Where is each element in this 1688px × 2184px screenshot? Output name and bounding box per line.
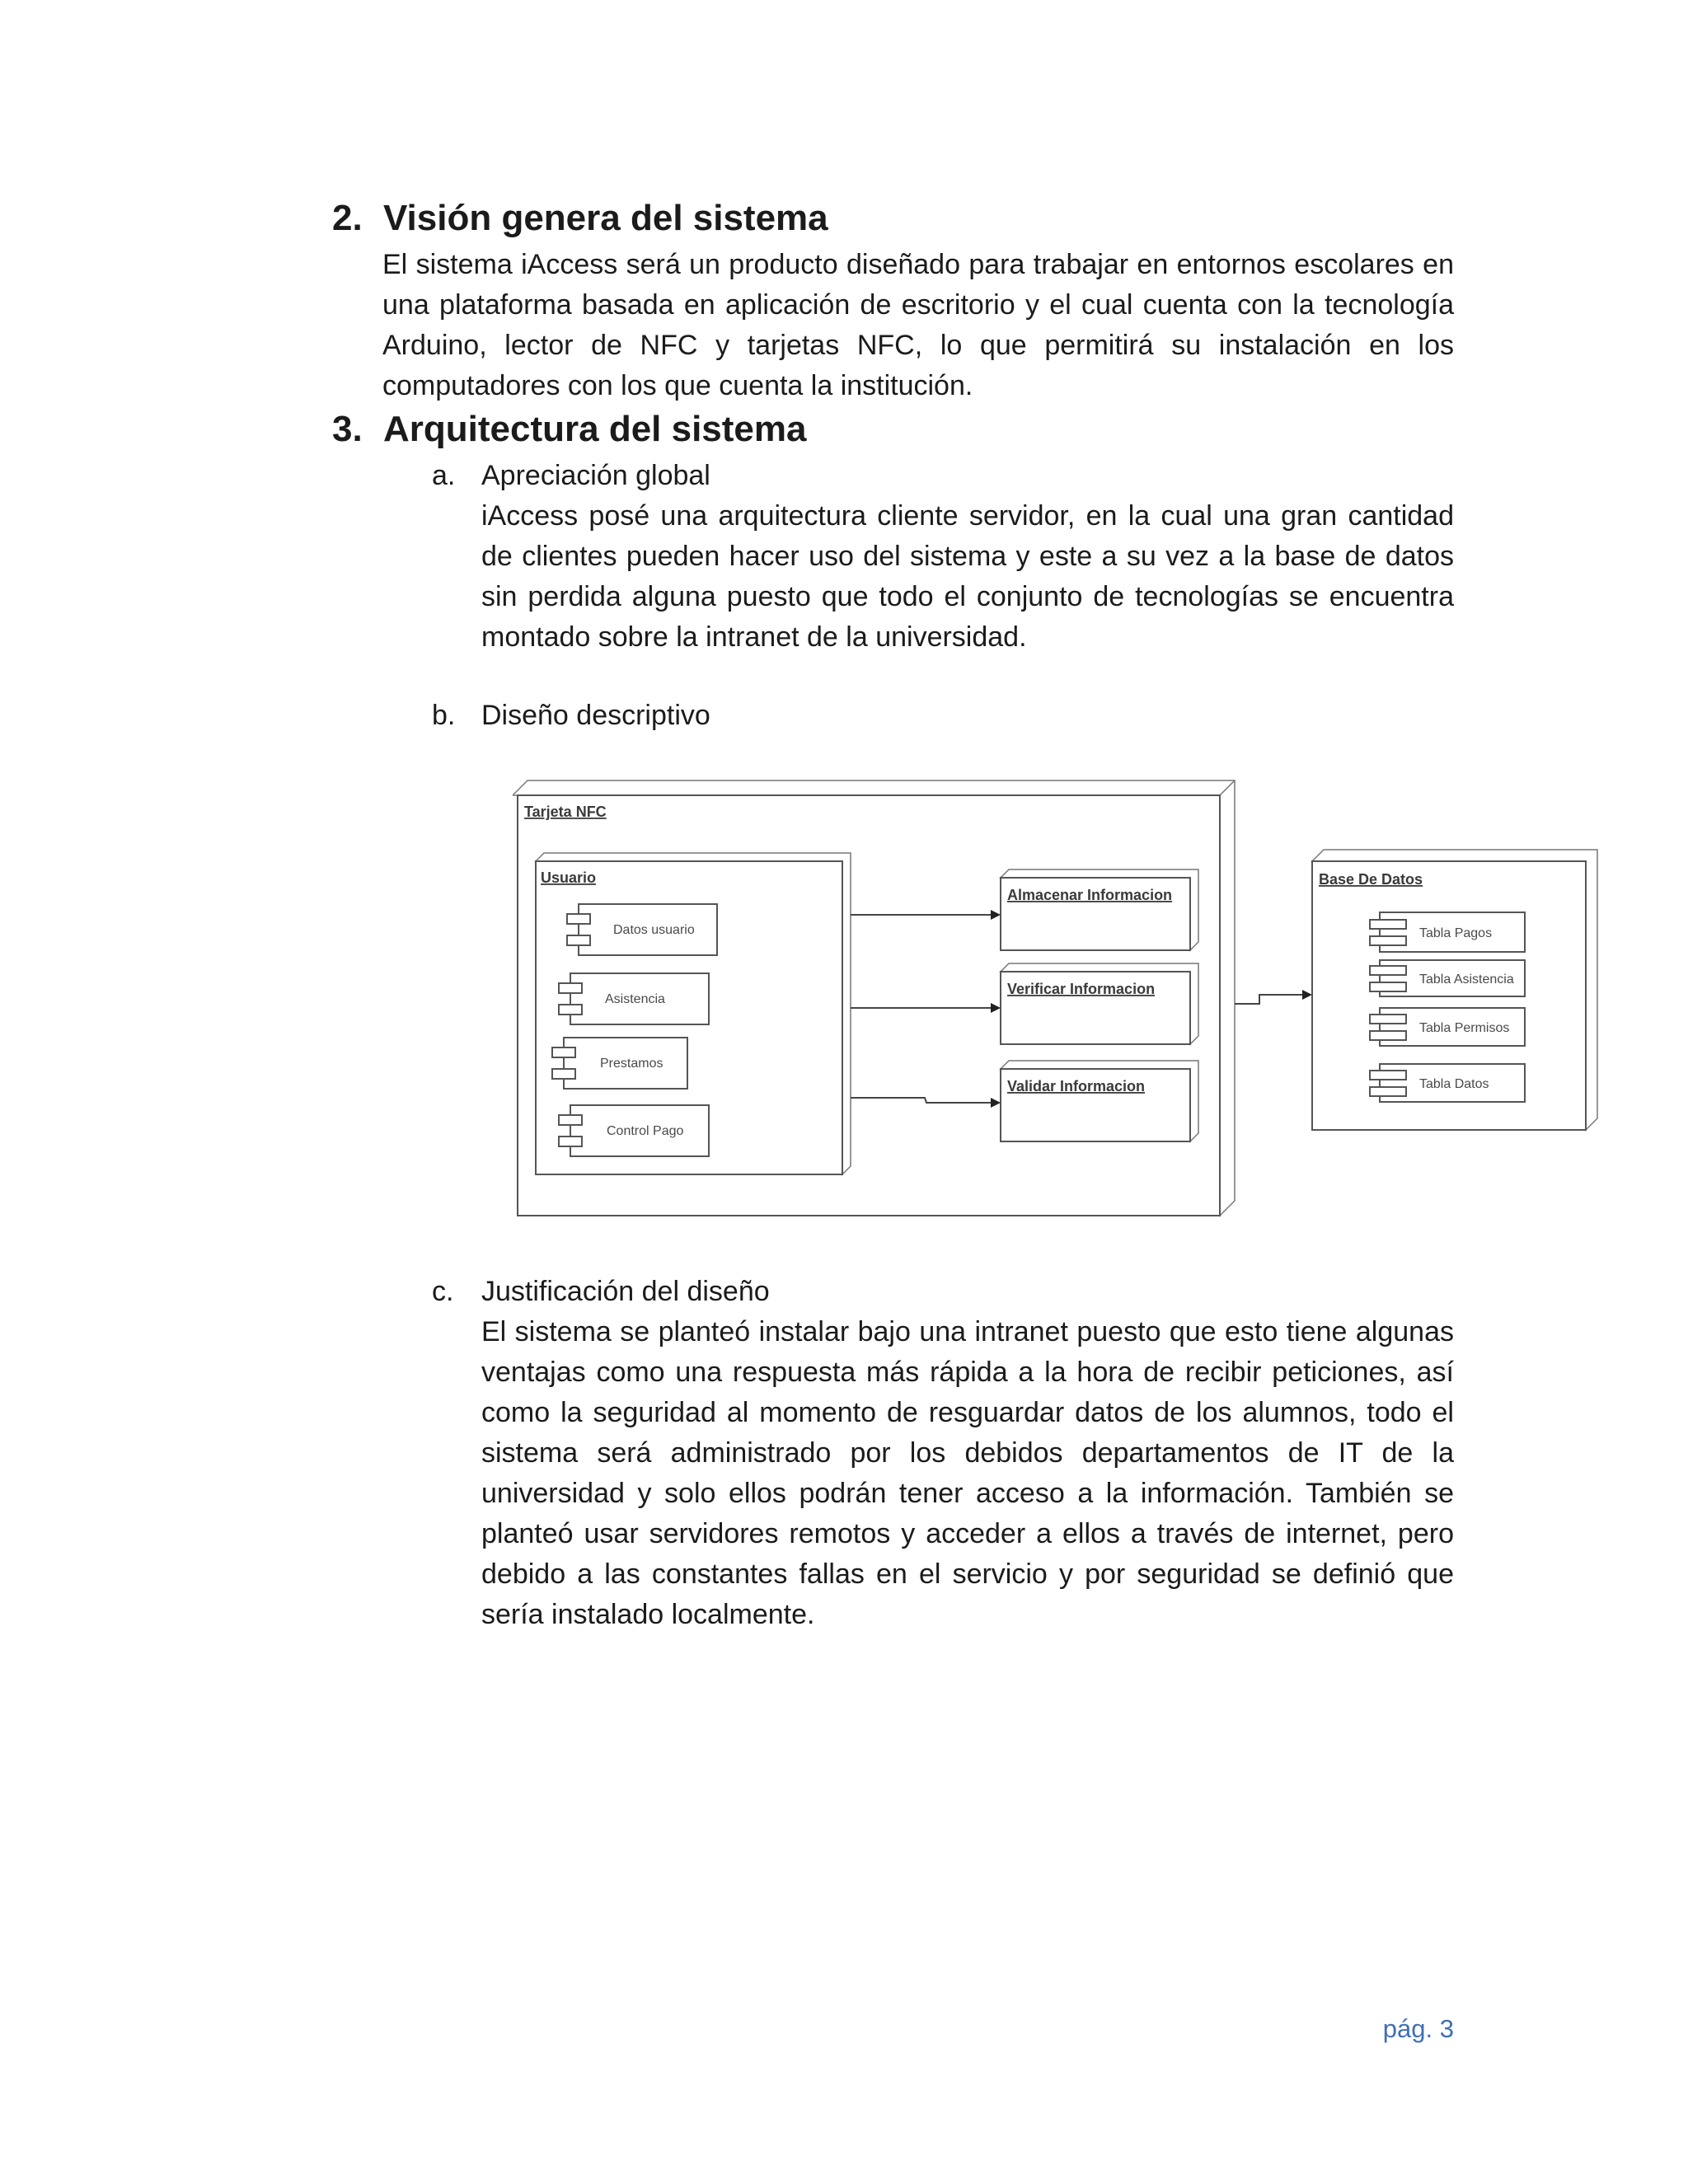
node-title: Tarjeta NFC xyxy=(524,804,607,820)
component-label: Tabla Permisos xyxy=(1419,1021,1510,1035)
node-title: Validar Informacion xyxy=(1007,1078,1146,1094)
node-base-de-datos xyxy=(1312,850,1597,1130)
component-label: Tabla Asistencia xyxy=(1419,972,1514,987)
node-usuario xyxy=(536,853,851,1174)
component-label: Control Pago xyxy=(607,1124,684,1138)
component-tabla-pagos xyxy=(1370,912,1525,952)
component-label: Tabla Pagos xyxy=(1419,926,1493,940)
subsection-letter: a. xyxy=(432,460,456,491)
subsection-title: Justificación del diseño xyxy=(481,1276,770,1307)
page-number: pág. 3 xyxy=(1382,2014,1454,2043)
node-verificar-informacion xyxy=(1001,963,1198,1044)
subsection-c-title xyxy=(432,1272,770,1312)
component-label: Asistencia xyxy=(605,992,665,1006)
section-3-heading xyxy=(332,406,807,452)
component-control-pago xyxy=(559,1105,709,1156)
subsection-title: Apreciación global xyxy=(481,460,710,491)
node-title: Usuario xyxy=(541,869,597,886)
deployment-diagram xyxy=(513,779,1601,1224)
node-title: Verificar Informacion xyxy=(1007,981,1156,997)
section-number: 3. xyxy=(332,409,363,449)
component-tabla-asistencia xyxy=(1370,960,1525,996)
subsection-c-paragraph: El sistema se planteó instalar bajo una intranet puesto que esto tiene algunas ventajas como una respuesta más rápida a la hora de recibir peticiones, así como la seguridad al momento de resguardar datos de los alumnos, todo el sistema será administrado por los debidos departamentos de IT de la universidad y solo ellos podrán tener acceso a la información. También se planteó usar servidores remotos y acceder a ellos a través de internet, pero debido a las constantes fallas en el servicio y por seguridad se definió que sería instalado localmente. xyxy=(481,1316,1454,1630)
node-validar-informacion xyxy=(1001,1061,1198,1141)
subsection-a-paragraph: iAccess posé una arquitectura cliente servidor, en la cual una gran cantidad de clientes pueden hacer uso del sistema y este a su vez a la base de datos sin perdida alguna puesto que todo el conjunto de tecnologías se encuentra montado sobre la intranet de la universidad. xyxy=(481,500,1454,653)
component-asistencia xyxy=(559,973,709,1024)
section-2-heading xyxy=(332,195,828,241)
subsection-letter: b. xyxy=(432,700,456,731)
deployment-diagram-svg xyxy=(513,779,1601,1224)
subsection-a-title xyxy=(432,456,710,496)
component-label: Prestamos xyxy=(600,1057,663,1071)
component-tabla-datos xyxy=(1370,1064,1525,1102)
subsection-title: Diseño descriptivo xyxy=(481,700,710,731)
subsection-letter: c. xyxy=(432,1276,454,1307)
component-tabla-permisos xyxy=(1370,1008,1525,1046)
section-2-paragraph: El sistema iAccess será un producto diseñado para trabajar en entornos escolares en una plataforma basada en aplicación de escritorio y el cual cuenta con la tecnología Arduino, lector de NFC y tarjetas NFC, lo que permitirá su instalación en los computadores con los que cuenta la institución. xyxy=(382,249,1454,401)
node-almacenar-informacion xyxy=(1001,869,1198,950)
component-datos-usuario xyxy=(567,904,717,955)
node-title: Almacenar Informacion xyxy=(1007,887,1173,903)
section-number: 2. xyxy=(332,198,363,238)
section-title: Visión genera del sistema xyxy=(383,198,828,238)
component-label: Datos usuario xyxy=(613,923,695,937)
subsection-b-title xyxy=(432,696,710,736)
node-title: Base De Datos xyxy=(1319,871,1423,888)
component-label: Tabla Datos xyxy=(1419,1077,1489,1091)
section-title: Arquitectura del sistema xyxy=(383,409,807,449)
component-prestamos xyxy=(552,1038,687,1089)
